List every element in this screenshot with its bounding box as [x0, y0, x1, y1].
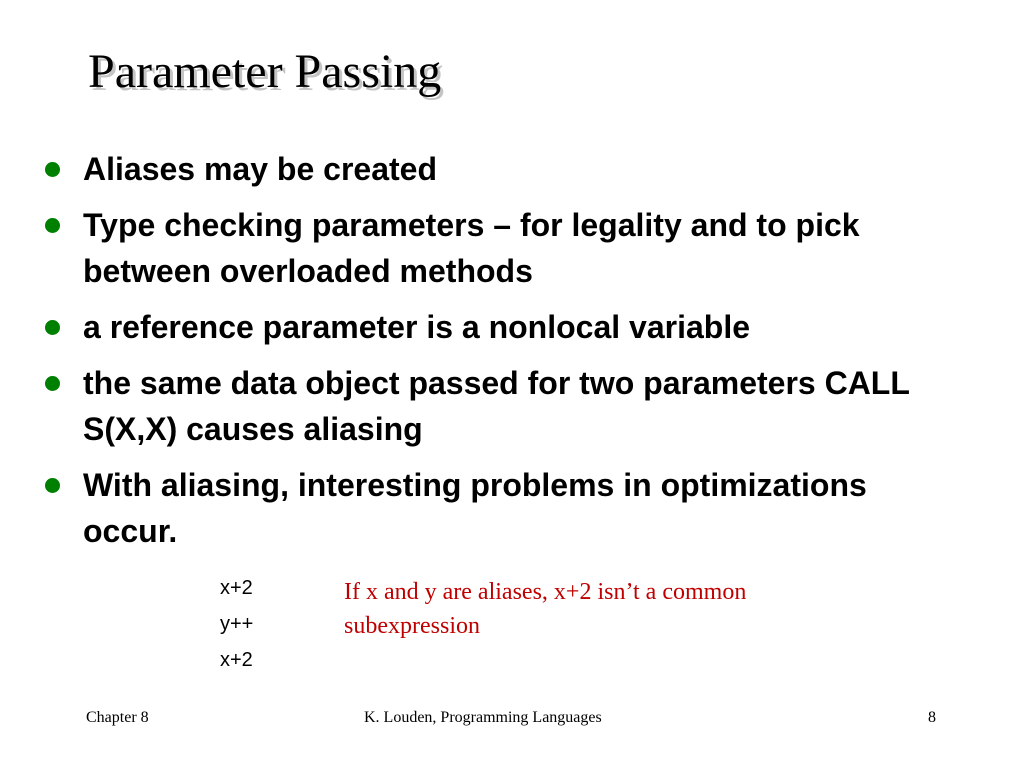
slide-title: Parameter Passing — [88, 45, 442, 98]
bullet-item — [40, 146, 940, 192]
bullet-item — [40, 304, 940, 350]
bullet-text: the same data object passed for two parameters CALL S(X,X) causes aliasing — [83, 365, 910, 447]
bullet-dot-icon — [45, 162, 60, 177]
bullet-text: Type checking parameters – for legality and to pick between overloaded methods — [83, 207, 860, 289]
footer-source: K. Louden, Programming Languages — [364, 709, 602, 726]
code-line: x+2 — [220, 577, 253, 599]
code-line: y++ — [220, 613, 254, 635]
aliasing-note: If x and y are aliases, x+2 isn’t a common subexpression — [344, 579, 747, 639]
bullet-dot-icon — [45, 218, 60, 233]
bullet-text: a reference parameter is a nonlocal variable — [83, 309, 750, 345]
bullet-dot-icon — [45, 376, 60, 391]
bullet-text: With aliasing, interesting problems in optimizations occur. — [83, 467, 867, 549]
bullet-item — [40, 360, 940, 452]
footer-chapter: Chapter 8 — [86, 709, 149, 726]
bullet-list — [40, 146, 940, 564]
page-number: 8 — [928, 709, 936, 726]
bullet-dot-icon — [45, 320, 60, 335]
bullet-text: Aliases may be created — [83, 151, 437, 187]
bullet-item — [40, 462, 940, 554]
code-example — [220, 570, 253, 678]
code-line: x+2 — [220, 649, 253, 671]
bullet-item — [40, 202, 940, 294]
bullet-dot-icon — [45, 478, 60, 493]
